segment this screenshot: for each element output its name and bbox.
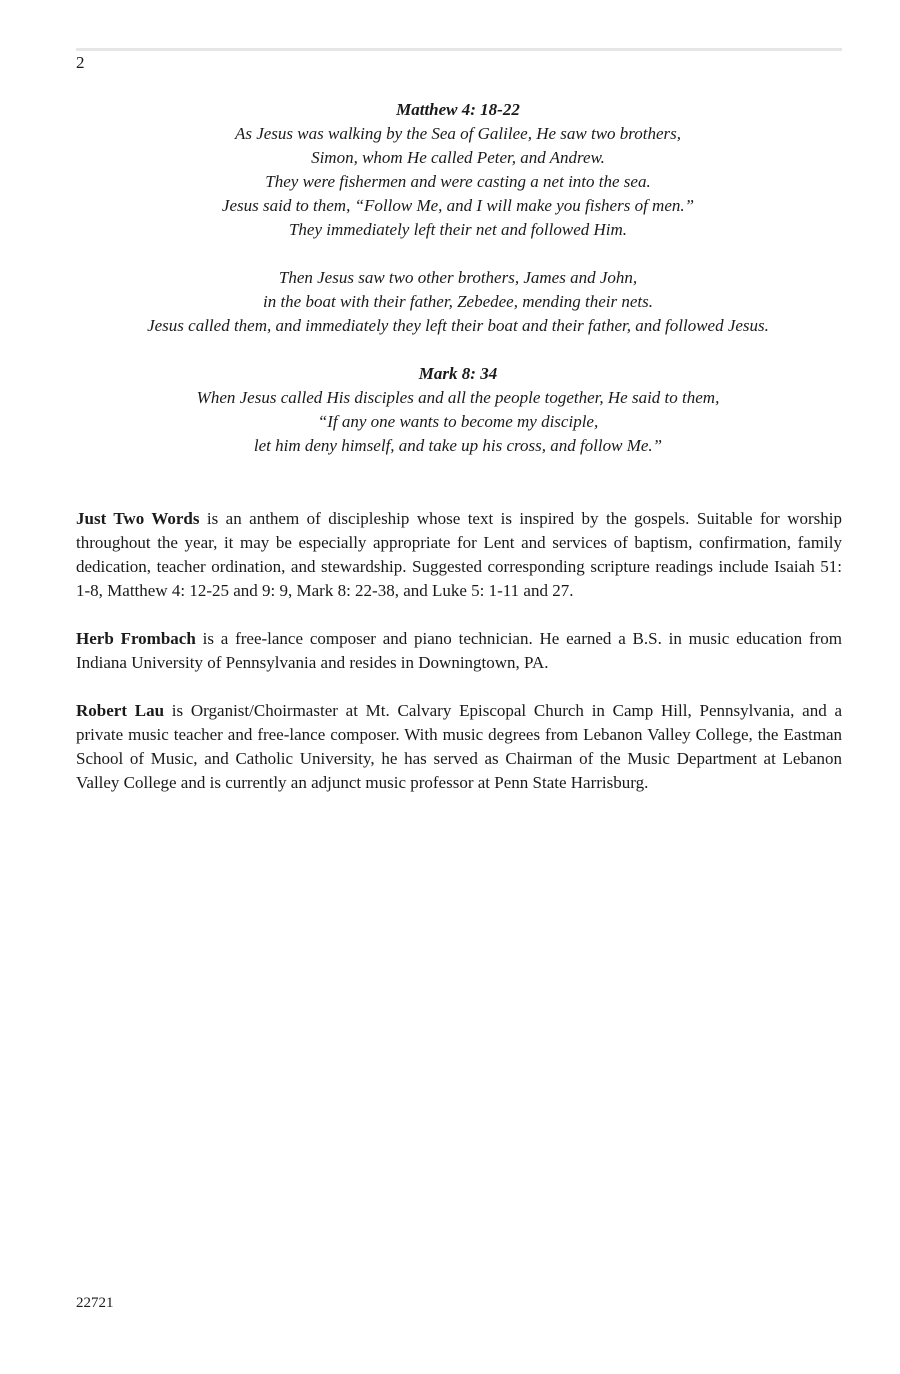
verse-line: let him deny himself, and take up his cross, and follow Me.” xyxy=(253,436,663,455)
anthem-title: Just Two Words xyxy=(76,509,200,528)
arranger-name: Robert Lau xyxy=(76,701,165,720)
catalog-number: 22721 xyxy=(76,1295,114,1311)
verse-line: Jesus called them, and immediately they left their boat and their father, and followed Jesus. xyxy=(147,316,769,335)
matthew-reference: Matthew 4: 18-22 xyxy=(396,100,520,119)
mark-reference: Mark 8: 34 xyxy=(418,364,498,383)
program-notes xyxy=(76,507,842,819)
scripture-block xyxy=(60,98,856,458)
arranger-bio: is Organist/Choirmaster at Mt. Calvary Episcopal Church in Camp Hill, Pennsylvania, and a private music teacher and free-lance composer. With music degrees from Lebanon Valley College, the Eastman School of Music, and Catholic University, he has served as Chairman of the Music Department at Lebanon Valley College and is currently an adjunct music professor at Penn State Harrisburg. xyxy=(76,701,842,792)
anthem-note xyxy=(76,507,842,603)
composer-name: Herb Frombach xyxy=(76,629,196,648)
verse-line: They were fishermen and were casting a net into the sea. xyxy=(265,172,651,191)
header-rule xyxy=(76,48,842,51)
verse-line: As Jesus was walking by the Sea of Galilee, He saw two brothers, xyxy=(234,124,682,143)
stanza-gap xyxy=(60,338,856,362)
stanza-gap xyxy=(60,242,856,266)
verse-line: Then Jesus saw two other brothers, James and John, xyxy=(278,268,638,287)
arranger-note xyxy=(76,699,842,795)
composer-note xyxy=(76,627,842,675)
anthem-description: is an anthem of discipleship whose text is inspired by the gospels. Suitable for worship throughout the year, it may be especially appropriate for Lent and services of baptism, confirmation, family dedication, teacher ordination, and stewardship. Suggested corresponding scripture readings include Isaiah 51: 1-8, Matthew 4: 12-25 and 9: 9, Mark 8: 22-38, and Luke 5: 1-11 and 27. xyxy=(76,509,842,600)
verse-line: When Jesus called His disciples and all the people together, He said to them, xyxy=(196,388,720,407)
composer-bio: is a free-lance composer and piano technician. He earned a B.S. in music education from Indiana University of Pennsylvania and resides in Downingtown, PA. xyxy=(76,629,842,672)
verse-line: “If any one wants to become my disciple, xyxy=(317,412,599,431)
page-number: 2 xyxy=(76,53,85,72)
verse-line: in the boat with their father, Zebedee, mending their nets. xyxy=(262,292,653,311)
verse-line: Simon, whom He called Peter, and Andrew. xyxy=(311,148,605,167)
verse-line: Jesus said to them, “Follow Me, and I will make you fishers of men.” xyxy=(221,196,695,215)
verse-line: They immediately left their net and followed Him. xyxy=(288,220,628,239)
